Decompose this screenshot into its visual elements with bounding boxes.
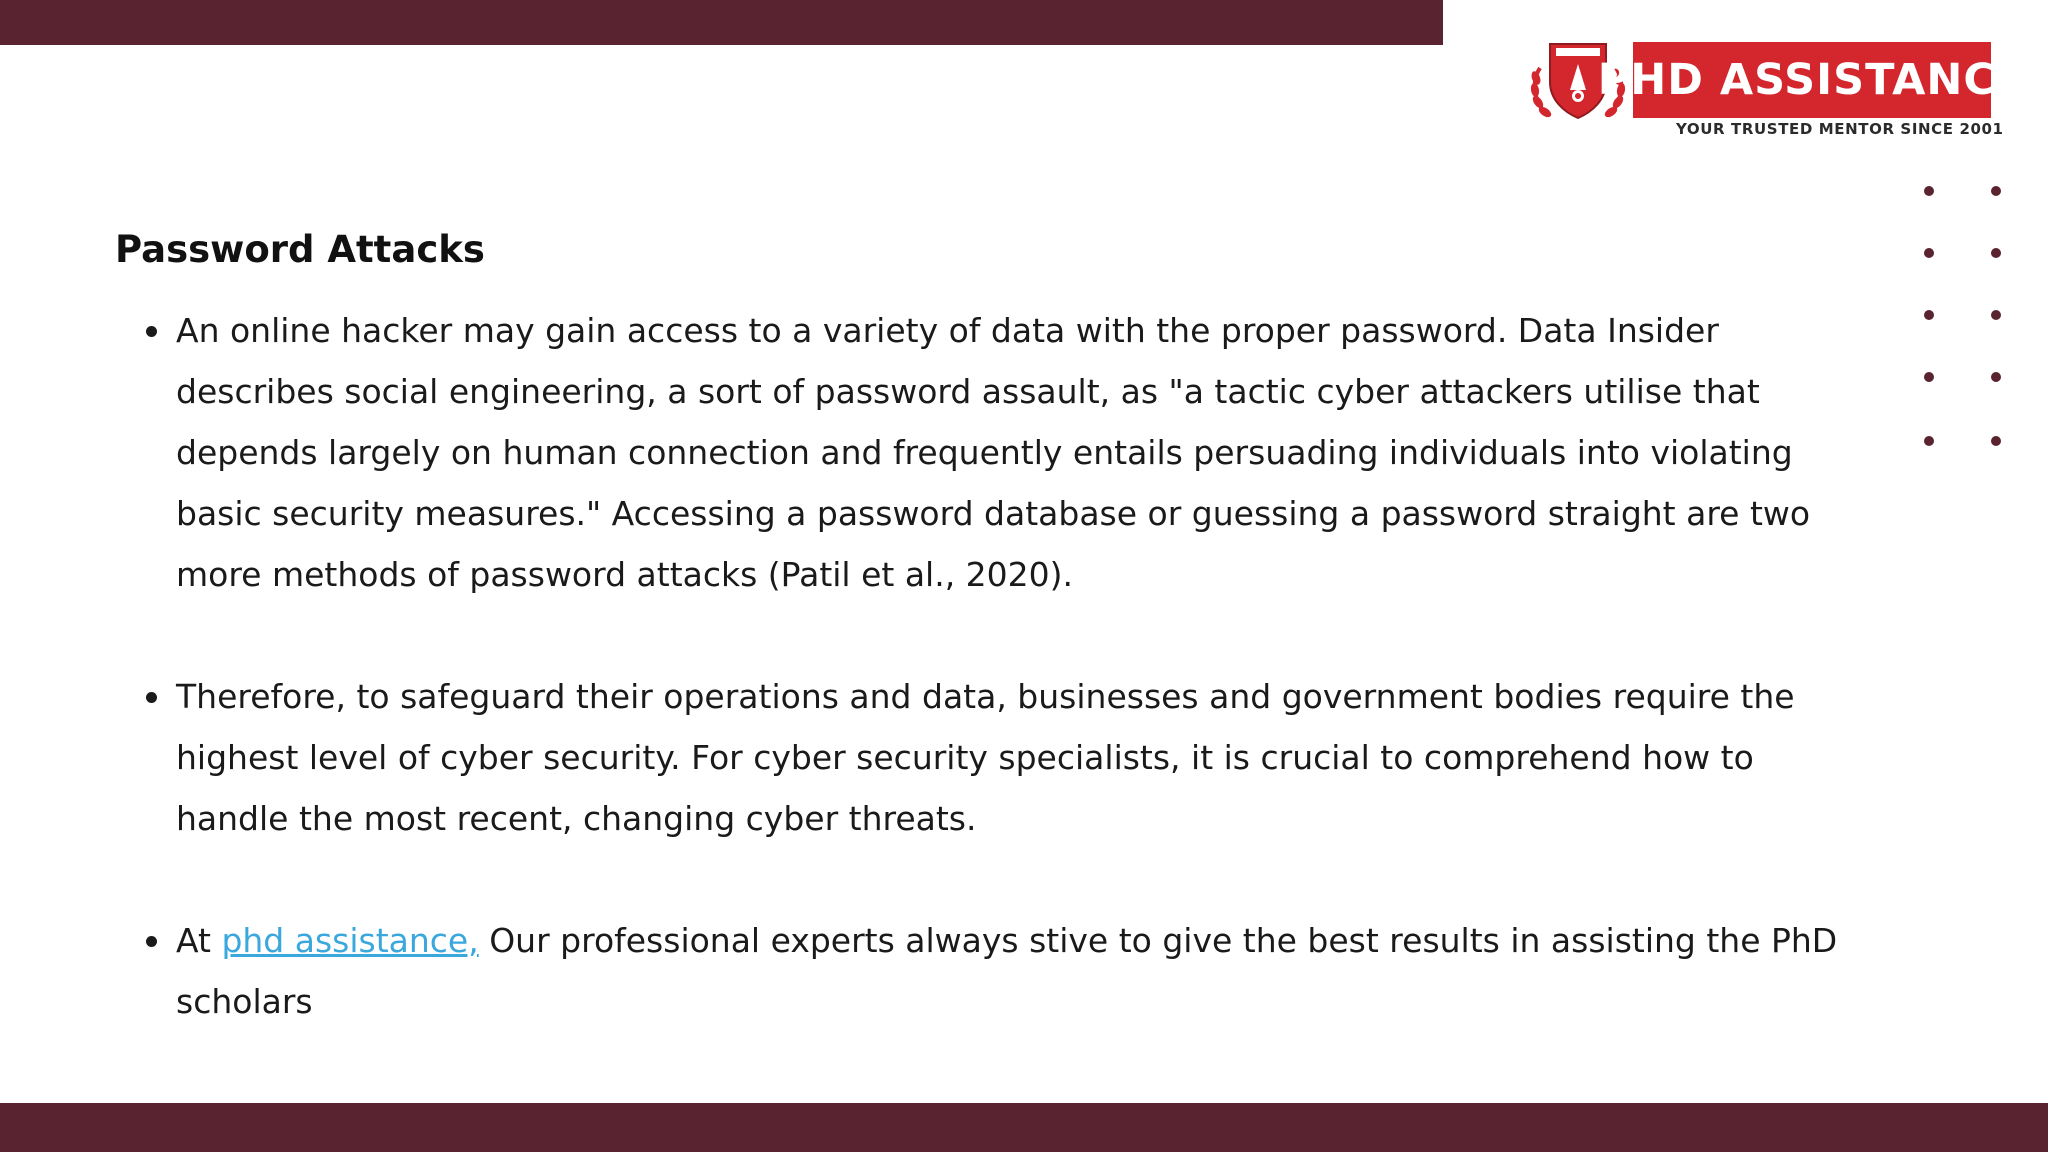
top-accent-bar bbox=[0, 0, 1443, 45]
decor-dot bbox=[1991, 186, 2001, 196]
decor-dot bbox=[1924, 186, 1934, 196]
decor-dot bbox=[1924, 436, 1934, 446]
bullet-item bbox=[140, 300, 1850, 605]
decor-dot bbox=[1991, 436, 2001, 446]
bullet-item bbox=[140, 666, 1850, 849]
brand-name: PHD ASSISTANCE bbox=[1597, 55, 2027, 105]
phd-assistance-link[interactable]: phd assistance, bbox=[221, 921, 479, 960]
bullet-prefix: At bbox=[176, 921, 222, 960]
brand-tagline: YOUR TRUSTED MENTOR SINCE 2001 bbox=[1676, 120, 2004, 138]
decor-dot bbox=[1924, 248, 1934, 258]
bullet-text: Therefore, to safeguard their operations and data, businesses and government bodies require the highest level of cyber security. For cyber security specialists, it is crucial to comprehend how to handle the most recent, changing cyber threats. bbox=[176, 677, 1795, 838]
bullet-suffix: Our professional experts always stive to give the best results in assisting the PhD scholars bbox=[176, 921, 1838, 1021]
bottom-accent-bar bbox=[0, 1103, 2048, 1152]
decor-dot bbox=[1991, 248, 2001, 258]
brand-logo bbox=[1526, 38, 2027, 144]
bullet-text: An online hacker may gain access to a variety of data with the proper password. Data Insider describes social engineering, a sort of password assault, as "a tactic cyber attackers utilise that depends largely on human connection and frequently entails persuading individuals into violating basic security measures." Accessing a password database or guessing a password straight are two more methods of password attacks (Patil et al., 2020). bbox=[176, 311, 1811, 594]
decor-dot bbox=[1991, 372, 2001, 382]
decor-dot bbox=[1924, 372, 1934, 382]
decor-dot bbox=[1924, 310, 1934, 320]
bullet-list bbox=[140, 300, 1850, 1093]
decor-dot bbox=[1991, 310, 2001, 320]
bullet-item bbox=[140, 910, 1850, 1032]
section-heading: Password Attacks bbox=[115, 228, 485, 271]
decorative-dot-grid bbox=[1924, 186, 2002, 456]
brand-name-box bbox=[1597, 42, 2027, 118]
